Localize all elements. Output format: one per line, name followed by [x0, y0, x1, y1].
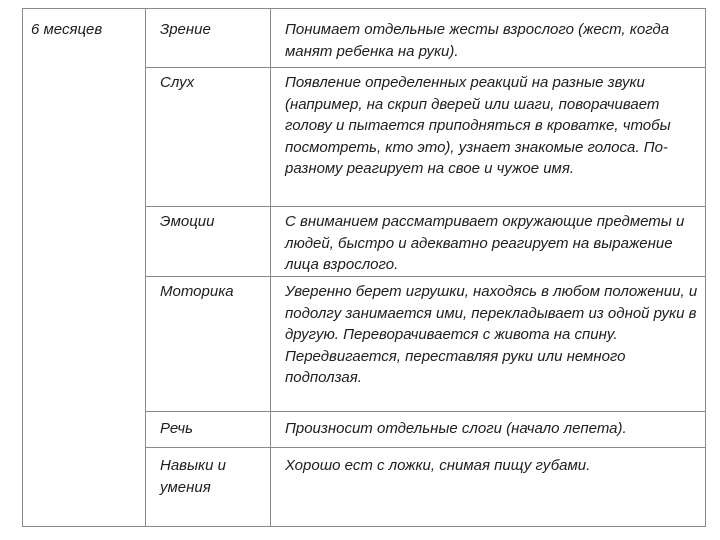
description-speech: Произносит отдельные слоги (начало лепета). — [285, 420, 627, 437]
age-cell: 6 месяцев — [31, 21, 103, 38]
row-divider — [145, 67, 706, 68]
description-vision: Понимает отдельные жесты взрослого (жест, когда манят ребенка на руки). — [285, 21, 670, 60]
parameter-skills: Навыки и умения — [160, 457, 226, 496]
description-skills: Хорошо ест с ложки, снимая пищу губами. — [285, 457, 591, 474]
row-divider — [145, 276, 706, 277]
parameter-speech: Речь — [160, 420, 193, 437]
column-divider-age — [145, 8, 146, 527]
row-divider — [145, 206, 706, 207]
description-emotions: С вниманием рассматривает окружающие предметы и людей, быстро и адекватно реагирует на выражение лица взрослого. — [285, 213, 685, 273]
parameter-hearing: Слух — [160, 74, 195, 91]
row-divider — [145, 447, 706, 448]
parameter-vision: Зрение — [160, 21, 211, 38]
description-motor: Уверенно берет игрушки, находясь в любом положении, и подолгу занимается ими, перекладывает из одной руки в другую. Переворачивается с живота на спину. Передвигается, переставляя руки или немного подползая. — [285, 283, 698, 386]
parameter-emotions: Эмоции — [160, 213, 215, 230]
parameter-motor: Моторика — [160, 283, 234, 300]
row-divider — [145, 411, 706, 412]
description-hearing: Появление определенных реакций на разные звуки (например, на скрип дверей или шаги, поворачивает голову и пытается приподняться в кроватке, чтобы посмотреть, кто это), узнает знакомые голоса. По-разному реагирует на свое и чужое имя. — [285, 74, 671, 177]
